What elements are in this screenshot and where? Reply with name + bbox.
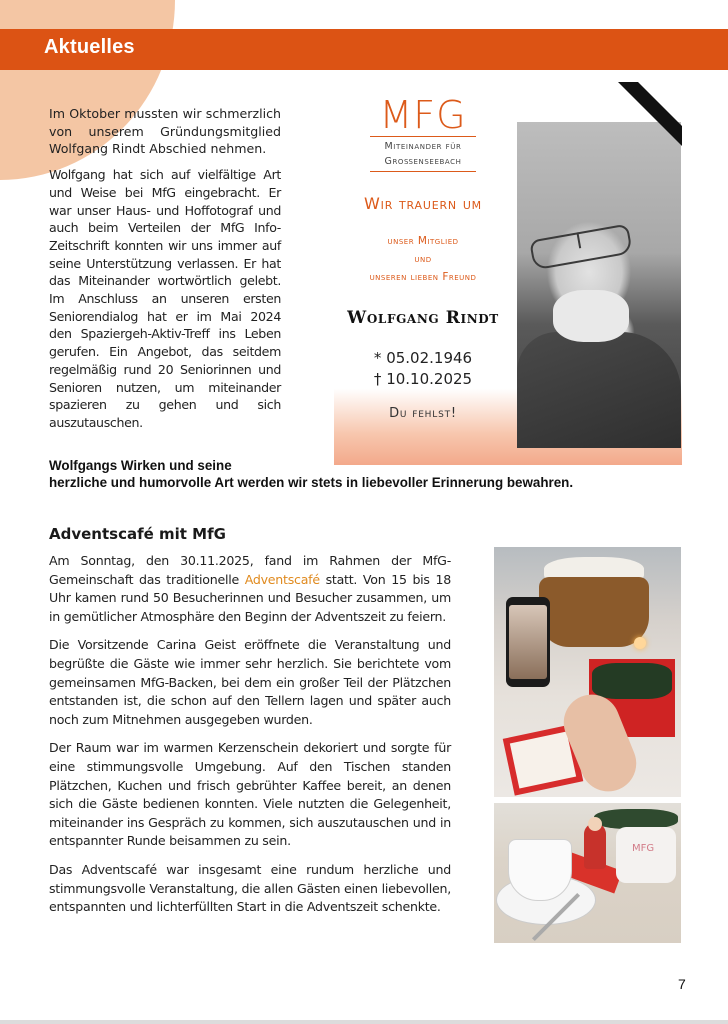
bottom-divider <box>0 1020 728 1024</box>
photo-fir-branches <box>592 663 672 699</box>
photo-candle <box>634 637 646 649</box>
photo-angel-head <box>588 817 602 831</box>
advent-paragraph <box>49 552 451 626</box>
memorial-paragraph: Im Oktober mussten wir schmerzlich von unserem Gründungsmitglied Wolfgang Rindt Abschied nehmen. <box>49 106 281 157</box>
logo-line-2: Großenseebach <box>384 156 462 167</box>
memorial-card <box>334 82 682 465</box>
logo-line-1: Miteinander für <box>384 141 462 152</box>
advent-paragraph: Der Raum war im warmen Kerzenschein dekoriert und sorgte für eine stimmungsvolle Umgebung. Auf den Tischen standen Plätzchen, Kuchen und frisch gebrühter Kaffee bereit, an denen sich die Gäste bedienen konnten. Viele nutzten die Gelegenheit, miteinander ins Gespräch zu kommen, sich auszutauschen und in entspannter Runde beisammen zu sein. <box>49 740 451 849</box>
advent-highlight: Adventscafé <box>244 571 320 587</box>
photo-jacket <box>517 332 681 448</box>
advent-photo-table <box>494 547 681 797</box>
card-line-3: unseren lieben Freund <box>369 271 477 283</box>
photo-bag-label: MFG <box>632 843 655 854</box>
advent-paragraph: Die Vorsitzende Carina Geist eröffnete die Veranstaltung und begrüßte die Gäste wie immer sehr herzlich. Sie berichtete vom gemeinsamen MfG-Backen, bei dem ein großer Teil der Plätzchen entstanden ist, die schon auf den Tellern lagen und später auch noch zum Mitnehmen ausgegeben wurden. <box>49 637 451 727</box>
farewell-line-2: herzliche und humorvolle Art werden wir stets in liebevoller Erinnerung bewahren. <box>49 475 574 490</box>
memorial-paragraph: Wolfgang hat sich auf vielfältige Art und Weise bei MfG eingebracht. Er war unser Haus- und Hoffotograf und auch beim Verteilen der MfG Info-Zeitschrift konnten wir uns immer auf seine Unterstützung verlassen. Er hat das Miteinander wortwörtlich gelebt. Im Anschluss an unseren ersten Seniorendialog hat er im Mai 2024 den Spaziergeh-Aktiv-Treff ins Leben gerufen. Ein Angebot, das seitdem regelmäßig rund 20 Seniorinnen und Senioren nutzen, um miteinander spazieren zu gehen und sich auszutauschen. <box>49 167 281 430</box>
photo-phone-screen <box>509 605 547 679</box>
life-dates <box>334 348 512 390</box>
photo-gift-bag <box>616 827 676 883</box>
logo-subtitle <box>370 137 476 172</box>
photo-beard <box>553 290 629 342</box>
advent-photo-coffee <box>494 803 681 943</box>
photo-basket <box>539 577 649 647</box>
farewell-line-1: Wolfgangs Wirken und seine <box>49 458 232 473</box>
deceased-name: Wolfgang Rindt <box>347 308 499 328</box>
memorial-text <box>49 105 281 440</box>
mfg-logo <box>370 94 476 172</box>
photo-glasses <box>529 224 633 271</box>
death-date: † 10.10.2025 <box>373 370 473 388</box>
farewell-note <box>49 457 669 491</box>
advent-p1-end: statt. Von 15 bis 18 Uhr kamen rund 50 Besucherinnen und Besucher zusammen, um in gemütlicher Atmosphäre den Beginn der Adventszeit zu feiern. <box>49 571 451 624</box>
advent-heading: Adventscafé mit MfG <box>49 525 226 543</box>
page-number: 7 <box>678 976 686 992</box>
card-line-2: und <box>414 253 432 265</box>
advent-paragraph: Das Adventscafé war insgesamt eine rundum herzliche und stimmungsvolle Veranstaltung, die allen Gästen einen liebevollen, entspannten und lichterfüllten Start in die Adventszeit schenkte. <box>49 861 451 915</box>
birth-date: * 05.02.1946 <box>373 349 473 367</box>
section-title: Aktuelles <box>44 36 135 58</box>
advent-article <box>49 552 451 927</box>
portrait-photo <box>517 122 681 448</box>
photo-fir-branches <box>594 809 678 829</box>
card-line-1: unser Mitglied <box>387 235 459 247</box>
advent-p1-start: Am Sonntag, den 30.11.2025, fand im Rahmen der MfG-Gemeinschaft das traditionelle <box>49 553 451 587</box>
card-closing: Du fehlst! <box>389 406 457 421</box>
photo-coffee-cup <box>508 839 572 901</box>
card-relation <box>334 232 512 286</box>
card-heading: Wir trauern um <box>364 194 482 213</box>
logo-title: MFG <box>370 94 476 137</box>
